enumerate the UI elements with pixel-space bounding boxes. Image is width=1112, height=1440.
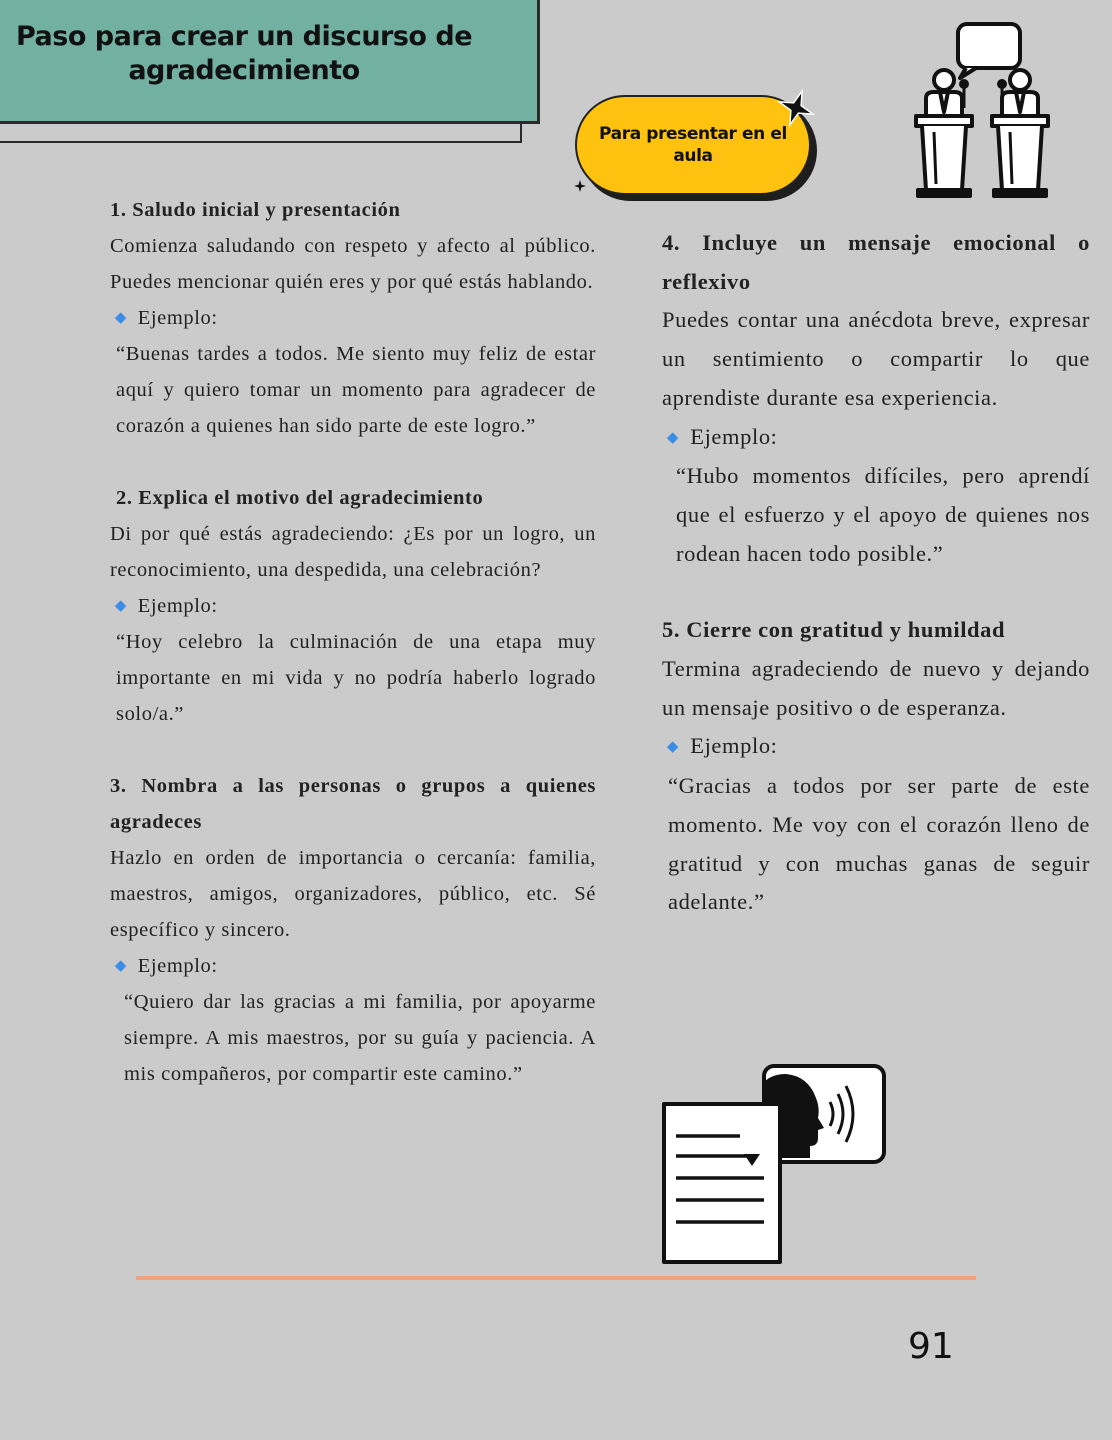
badge-label: Para presentar en el aula	[599, 124, 787, 166]
page-title: Paso para crear un discurso de agradecimiento	[15, 21, 473, 86]
diamond-bullet-icon: ◆	[114, 310, 128, 326]
step-2-example: “Hoy celebro la culminación de una etapa muy importante en mi vida y no podría haberlo logrado solo/a.”	[116, 631, 596, 725]
diamond-bullet-icon: ◆	[666, 429, 680, 446]
step-5-example: “Gracias a todos por ser parte de este momento. Me voy con el corazón lleno de gratitud y con muchas ganas de seguir adelante.”	[668, 773, 1090, 915]
step-4-body: Puedes contar una anécdota breve, expresar un sentimiento o compartir lo que aprendiste durante esa experiencia.	[662, 307, 1090, 410]
small-sparkle-icon	[574, 180, 586, 192]
step-4-heading: 4. Incluye un mensaje emocional o reflexivo	[662, 230, 1090, 294]
step-4-example: “Hubo momentos difíciles, pero aprendí que el esfuerzo y el apoyo de quienes nos rodean hacen todo posible.”	[676, 463, 1090, 566]
footer-divider	[136, 1276, 976, 1280]
step-2-heading: 2. Explica el motivo del agradecimiento	[116, 487, 484, 509]
step-2-body: Di por qué estás agradeciendo: ¿Es por un logro, un reconocimiento, una despedida, una celebración?	[110, 523, 596, 581]
step-5-body: Termina agradeciendo de nuevo y dejando un mensaje positivo o de esperanza.	[662, 656, 1090, 720]
step-5-heading: 5. Cierre con gratitud y humildad	[662, 617, 1006, 643]
step-2-example-label: Ejemplo:	[137, 595, 218, 617]
step-1-example-label: Ejemplo:	[137, 307, 218, 329]
two-speakers-podium-icon	[910, 20, 1056, 198]
step-3-body: Hazlo en orden de importancia o cercanía: familia, maestros, amigos, organizadores, público, etc. Sé específico y sincero.	[110, 847, 596, 941]
step-4-example-label: Ejemplo:	[690, 423, 778, 449]
step-3-example-label: Ejemplo:	[137, 955, 218, 977]
left-column	[110, 192, 596, 1092]
step-3-example-row	[110, 948, 596, 984]
step-1-example: “Buenas tardes a todos. Me siento muy feliz de estar aquí y quiero tomar un momento para agradecer de corazón a quienes han sido parte de este logro.”	[116, 343, 596, 437]
step-2-example-row	[110, 588, 596, 624]
diamond-bullet-icon: ◆	[666, 739, 680, 756]
step-3-example: “Quiero dar las gracias a mi familia, por apoyarme siempre. A mis maestros, por su guía y paciencia. A mis compañeros, por compartir este camino.”	[124, 991, 596, 1085]
step-5-example-row	[662, 727, 1090, 767]
step-5-example-label: Ejemplo:	[690, 733, 778, 759]
diamond-bullet-icon: ◆	[114, 598, 128, 614]
page-number: 91	[908, 1326, 954, 1367]
step-3-heading: 3. Nombra a las personas o grupos a quienes agradeces	[110, 775, 596, 833]
step-4-example-row	[662, 418, 1090, 458]
speech-document-icon	[660, 1062, 888, 1268]
sparkle-icon	[776, 88, 816, 128]
step-1-example-row	[110, 300, 596, 336]
step-1-heading: 1. Saludo inicial y presentación	[110, 199, 401, 221]
step-1-body: Comienza saludando con respeto y afecto al público. Puedes mencionar quién eres y por qué estás hablando.	[110, 235, 596, 293]
right-column	[662, 224, 1090, 922]
diamond-bullet-icon: ◆	[114, 958, 128, 974]
